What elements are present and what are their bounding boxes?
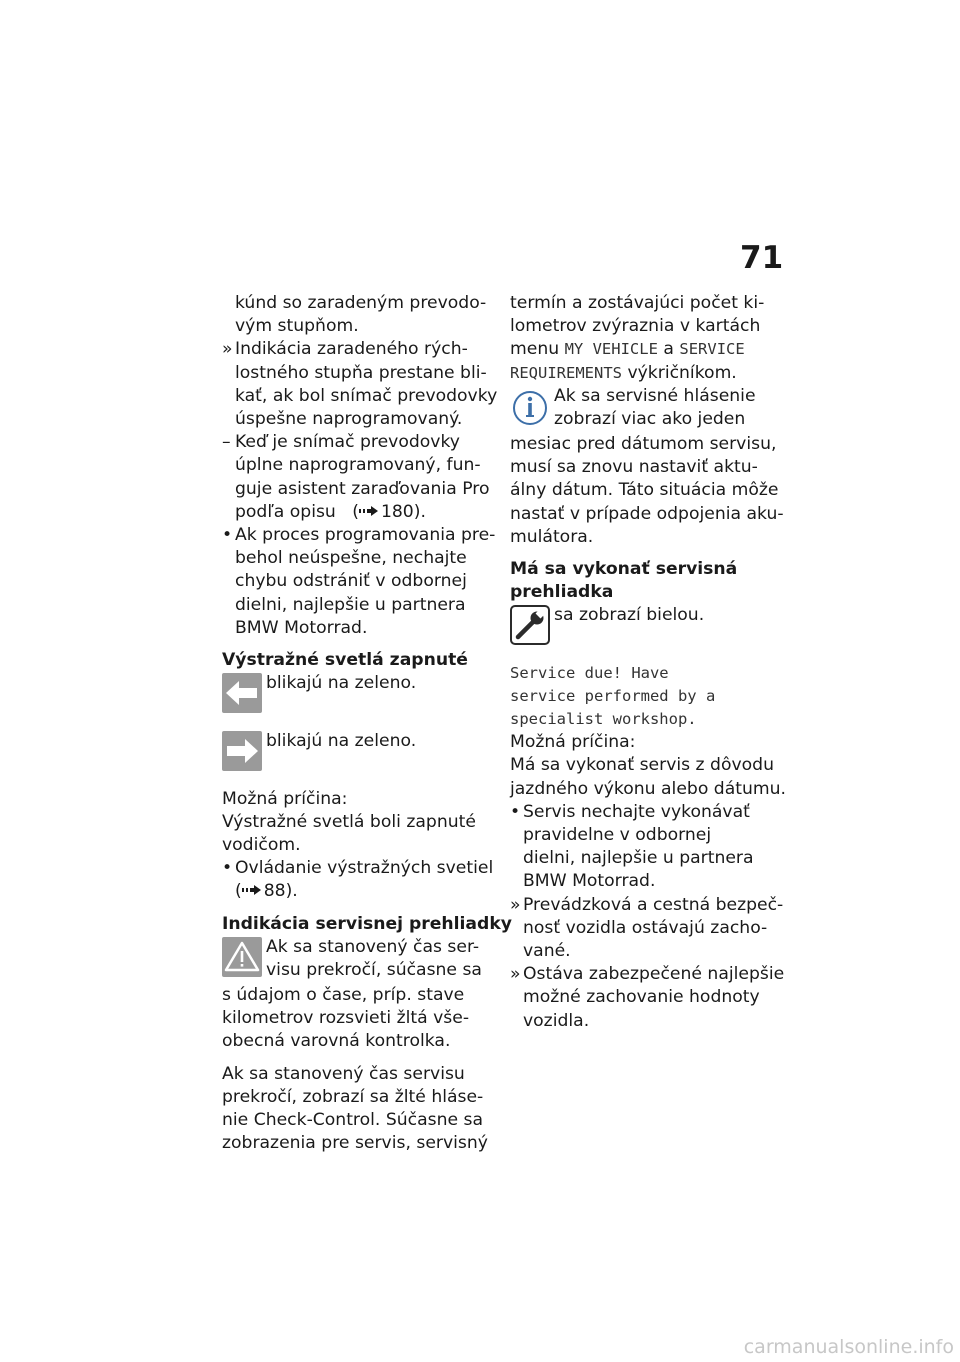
right-arrow-figure: blikajú na zeleno. (222, 730, 494, 778)
warning-figure: Ak sa stanovený čas ser- visu prekročí, súčasne sa (222, 936, 494, 984)
page-ref[interactable]: 180). (380, 501, 426, 522)
bullet-item: • Ovládanie výstražných svetiel ( 88). (222, 857, 494, 903)
bullet-marker: • (510, 801, 521, 822)
section-heading-service-due: Má sa vykonať servisná (510, 559, 738, 580)
result-item: » Indikácia zaradeného rých- lostného stupňa prestane bli- kať, ak bol snímač prevodovky úspešne naprogramovaný. (222, 339, 498, 430)
bullet-marker: • (222, 858, 233, 879)
page-ref-arrow-icon[interactable] (242, 880, 264, 903)
bullet-item: • Servis nechajte vykonávať pravidelne v odbornej dielni, najlepšie u partnera BMW Motorrad. (510, 801, 754, 892)
info-figure: Ak sa servisné hlásenie zobrazí viac ako jeden (510, 385, 782, 433)
left-turn-arrow-icon (222, 673, 262, 720)
footer-watermark: carmanualsonline.info (743, 1336, 954, 1358)
bullet-marker: • (222, 525, 233, 546)
dash-item: – Keď je snímač prevodovky úplne naprogramovaný, fun- guje asistent zaraďovania Pro podľa opisu ( 180). (222, 431, 494, 524)
right-column: termín a zostávajúci počet ki- lometrov zvýraznia v kartách menu MY VEHICLE a SERVICE REQUIREMENTS výkričníkom. Ak sa servisné hlásenie zobrazí viac ako jeden mesiac pred dátumom servisu, musí sa znovu nastaviť aktu- álny dátum. Táto situácia môže nastať v prípade odpojenia aku- mulátora. Má sa vykonať servisná prehliadka sa zobrazí bielou. Service due! Have service performed by a specialist workshop. Možná príčina: Má sa vykonať servis z dôvodu jazdného výkonu alebo dátumu. • Servis nechajte vykonávať pravidelne v odbornej dielni, najlepšie u partnera BMW Motorrad. » Prevádzková a cestná bezpeč- nosť vozidla ostávajú zacho- vané. » Ostáva zabezpečené najlepšie možné zachovanie hodnoty vozidla. (510, 292, 782, 1033)
page-number: 71 (740, 240, 784, 276)
bullet-item: • Ak proces programovania pre- behol neúspešne, nechajte chybu odstrániť v odbornej dielni, najlepšie u partnera BMW Motorrad. (222, 525, 496, 638)
section-heading-service-indicator: Indikácia servisnej prehliadky (222, 913, 512, 934)
result-marker: » (222, 339, 233, 360)
menu-name-service: SERVICE (679, 340, 745, 359)
section-heading-hazard-lights: Výstražné svetlá zapnuté (222, 650, 468, 671)
general-warning-icon (222, 937, 262, 984)
menu-name-my-vehicle: MY VEHICLE (564, 340, 658, 359)
paragraph-continued: kúnd so zaradeným prevodo- vým stupňom. (235, 293, 487, 337)
page-ref-arrow-icon[interactable] (359, 501, 381, 524)
right-turn-arrow-icon (222, 731, 262, 778)
cause-label: Možná príčina: (222, 788, 348, 809)
left-column: kúnd so zaradeným prevodo- vým stupňom. » Indikácia zaradeného rých- lostného stupňa prestane bli- kať, ak bol snímač prevodovky úspešne naprogramovaný. – Keď je snímač prevodovky úplne naprogramovaný, fun- guje asistent zaraďovania Pro podľa opisu ( 180). • Ak proces programovania pre- behol neúspešne, nechajte chybu odstrániť v odbornej dielni, najlepšie u partnera BMW Motorrad. Výstražné svetlá zapnuté blikajú na zeleno. blikajú na zeleno. Možná príčina: Výstražné svetlá boli zapnuté vodičom. • Ovládanie výstražných svetiel ( 88). Indikácia servisnej prehliadky Ak sa stanovený čas ser- visu prekročí, súčasne sa s údajom o čase, príp. stave kilometrov rozsvieti žltá vše- obecná varovná kontrolka. Ak sa stanovený čas servisu prekročí, zobrazí sa žlté hláse- nie Check-Control. Súčasne sa zobrazenia pre servis, servisný (222, 293, 512, 1154)
result-marker: » (510, 964, 521, 985)
left-arrow-figure: blikajú na zeleno. (222, 672, 494, 720)
result-item: » Ostáva zabezpečené najlepšie možné zachovanie hodnoty vozidla. (510, 964, 785, 1031)
menu-name-requirements: REQUIREMENTS (510, 363, 622, 382)
result-item: » Prevádzková a cestná bezpeč- nosť vozidla ostávajú zacho- vané. (510, 894, 784, 962)
info-icon (510, 386, 550, 433)
cause-label: Možná príčina: (510, 732, 636, 753)
wrench-icon (510, 605, 550, 652)
result-marker: » (510, 894, 521, 915)
page-ref[interactable]: 88). (263, 881, 298, 902)
wrench-figure: sa zobrazí bielou. (510, 604, 782, 652)
display-message: Service due! Have (510, 663, 669, 682)
dash-marker: – (222, 432, 231, 453)
